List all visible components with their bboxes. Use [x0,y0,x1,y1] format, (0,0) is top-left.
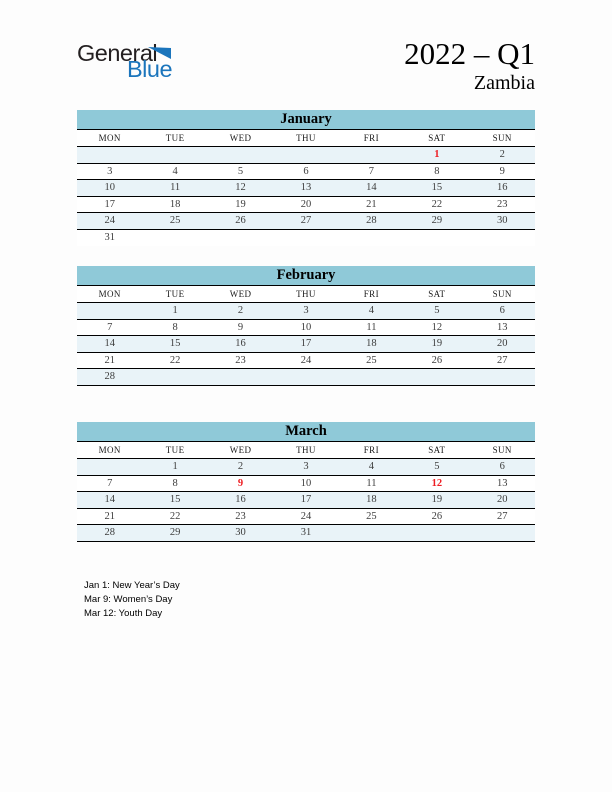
page-subtitle: Zambia [473,72,535,94]
weekday-label: FRI [363,133,379,143]
day-cell: 14 [104,494,115,505]
day-cell: 18 [366,494,377,505]
day-cell: 28 [366,215,377,226]
day-cell: 17 [300,494,312,505]
day-cell: 16 [496,182,508,193]
holiday-note: Mar 12: Youth Day [84,608,163,619]
day-cell: 4 [172,165,178,177]
empty-day-cell [404,525,469,541]
day-cell: 2 [237,461,244,472]
weekday-label: SAT [428,133,446,143]
week-row [77,197,535,214]
day-cell: 3 [303,305,309,316]
day-cell: 20 [496,338,508,349]
day-cell: 31 [104,231,115,243]
day-cell: 1 [434,149,440,160]
empty-day-cell [404,230,469,247]
day-cell: 28 [104,527,115,538]
day-cell: 27 [496,354,508,366]
day-cell: 17 [300,338,312,349]
day-cell: 11 [366,477,377,489]
day-cell: 16 [235,494,246,505]
day-cell: 30 [496,215,508,226]
weekday-row [77,130,535,147]
weekday-row [77,286,535,303]
day-cell: 5 [237,165,244,177]
day-cell: 9 [237,477,244,489]
week-row [77,525,535,542]
week-row [77,353,535,370]
holiday-note: Jan 1: New Year’s Day [84,580,180,591]
empty-day-cell [208,369,273,385]
day-cell: 6 [303,165,309,177]
general-blue-logo [77,40,197,80]
page-title: 2022 – Q1 [404,36,535,71]
day-cell: 7 [107,321,113,333]
empty-day-cell [339,230,404,247]
day-cell: 22 [169,510,181,522]
week-row [77,320,535,337]
week-row [77,303,535,320]
day-cell: 31 [300,527,312,538]
day-cell: 29 [431,215,443,226]
week-row [77,230,535,247]
calendar-march [77,422,535,542]
weeks [77,459,535,542]
day-cell: 24 [104,215,115,226]
day-cell: 21 [104,510,115,522]
logo-text-blue: Blue [127,56,173,82]
day-cell: 28 [104,371,115,382]
day-cell: 12 [235,182,246,193]
day-cell: 13 [496,321,508,333]
day-cell: 5 [434,461,440,472]
day-cell: 15 [169,494,181,505]
day-cell: 29 [169,527,181,538]
weekday-label: FRI [363,289,379,299]
weekday-row [77,442,535,459]
empty-day-cell [470,525,535,541]
day-cell: 3 [303,461,309,472]
empty-day-cell [470,230,535,247]
day-cell: 24 [300,354,312,366]
day-cell: 9 [499,165,505,177]
holiday-note: Mar 9: Women’s Day [84,594,173,605]
empty-day-cell [142,147,207,163]
week-row [77,213,535,230]
empty-day-cell [404,369,469,385]
day-cell: 19 [431,338,443,349]
weekday-label: SAT [428,445,446,455]
day-cell: 11 [170,182,181,193]
day-cell: 19 [431,494,443,505]
day-cell: 4 [368,461,375,472]
day-cell: 14 [104,338,115,349]
day-cell: 13 [300,182,312,193]
day-cell: 2 [237,305,244,316]
empty-day-cell [339,369,404,385]
week-row [77,336,535,353]
empty-day-cell [339,147,404,163]
day-cell: 13 [496,477,508,489]
day-cell: 4 [368,305,375,316]
day-cell: 26 [431,510,443,522]
day-cell: 25 [366,354,377,366]
calendar-january [77,110,535,246]
day-cell: 17 [104,198,115,210]
day-cell: 23 [235,510,246,522]
empty-day-cell [339,525,404,541]
day-cell: 8 [172,477,178,489]
day-cell: 8 [172,321,178,333]
day-cell: 11 [366,321,377,333]
holiday-notes [84,579,180,621]
day-cell: 23 [235,354,246,366]
day-cell: 27 [496,510,508,522]
day-cell: 20 [300,198,312,210]
week-row [77,509,535,526]
week-row [77,492,535,509]
day-cell: 20 [496,494,508,505]
day-cell: 7 [107,477,113,489]
weekday-label: WED [229,133,252,143]
day-cell: 14 [366,182,377,193]
day-cell: 25 [169,215,181,226]
empty-day-cell [208,147,273,163]
weekday-label: THU [296,445,316,455]
week-row [77,369,535,386]
weekday-label: FRI [363,445,379,455]
day-cell: 26 [431,354,443,366]
weekday-label: THU [296,289,316,299]
weekday-label: WED [229,289,252,299]
week-row [77,147,535,164]
month-title: March [77,422,535,442]
month-title: February [77,266,535,286]
day-cell: 1 [172,461,178,472]
calendar-february [77,266,535,386]
day-cell: 2 [499,149,505,160]
day-cell: 26 [235,215,246,226]
empty-day-cell [142,230,207,247]
day-cell: 1 [172,305,178,316]
month-title: January [77,110,535,130]
day-cell: 15 [169,338,181,349]
day-cell: 10 [104,182,115,193]
day-cell: 10 [300,477,312,489]
week-row [77,476,535,493]
day-cell: 27 [300,215,312,226]
day-cell: 30 [235,527,246,538]
weekday-label: SAT [428,289,446,299]
weekday-label: MON [98,445,121,455]
week-row [77,164,535,181]
day-cell: 6 [499,461,505,472]
day-cell: 21 [366,198,377,210]
empty-day-cell [273,147,338,163]
weekday-label: THU [296,133,316,143]
day-cell: 24 [300,510,312,522]
day-cell: 6 [499,305,505,316]
weekday-label: TUE [165,289,185,299]
day-cell: 21 [104,354,115,366]
day-cell: 10 [300,321,312,333]
week-row [77,180,535,197]
day-cell: 25 [366,510,377,522]
weeks [77,147,535,246]
day-cell: 22 [431,198,443,210]
week-row [77,459,535,476]
weekday-label: SUN [492,445,512,455]
logo-text-general: General [77,40,158,66]
day-cell: 16 [235,338,246,349]
weekday-label: MON [98,133,121,143]
empty-day-cell [208,230,273,247]
day-cell: 9 [237,321,244,333]
empty-day-cell [470,369,535,385]
empty-day-cell [77,303,142,319]
day-cell: 3 [107,165,113,177]
weekday-label: TUE [165,445,185,455]
day-cell: 7 [368,165,375,177]
empty-day-cell [77,147,142,163]
day-cell: 19 [235,198,246,210]
day-cell: 8 [434,165,440,177]
title-block [404,36,535,95]
weekday-label: MON [98,289,121,299]
weekday-label: TUE [165,133,185,143]
weeks [77,303,535,386]
empty-day-cell [77,459,142,475]
day-cell: 5 [434,305,440,316]
empty-day-cell [142,369,207,385]
weekday-label: SUN [492,133,512,143]
day-cell: 22 [169,354,181,366]
empty-day-cell [273,230,338,247]
day-cell: 23 [496,198,508,210]
day-cell: 18 [169,198,181,210]
empty-day-cell [273,369,338,385]
day-cell: 12 [431,477,443,489]
day-cell: 15 [431,182,443,193]
day-cell: 12 [431,321,443,333]
weekday-label: SUN [492,289,512,299]
day-cell: 18 [366,338,377,349]
weekday-label: WED [229,445,252,455]
